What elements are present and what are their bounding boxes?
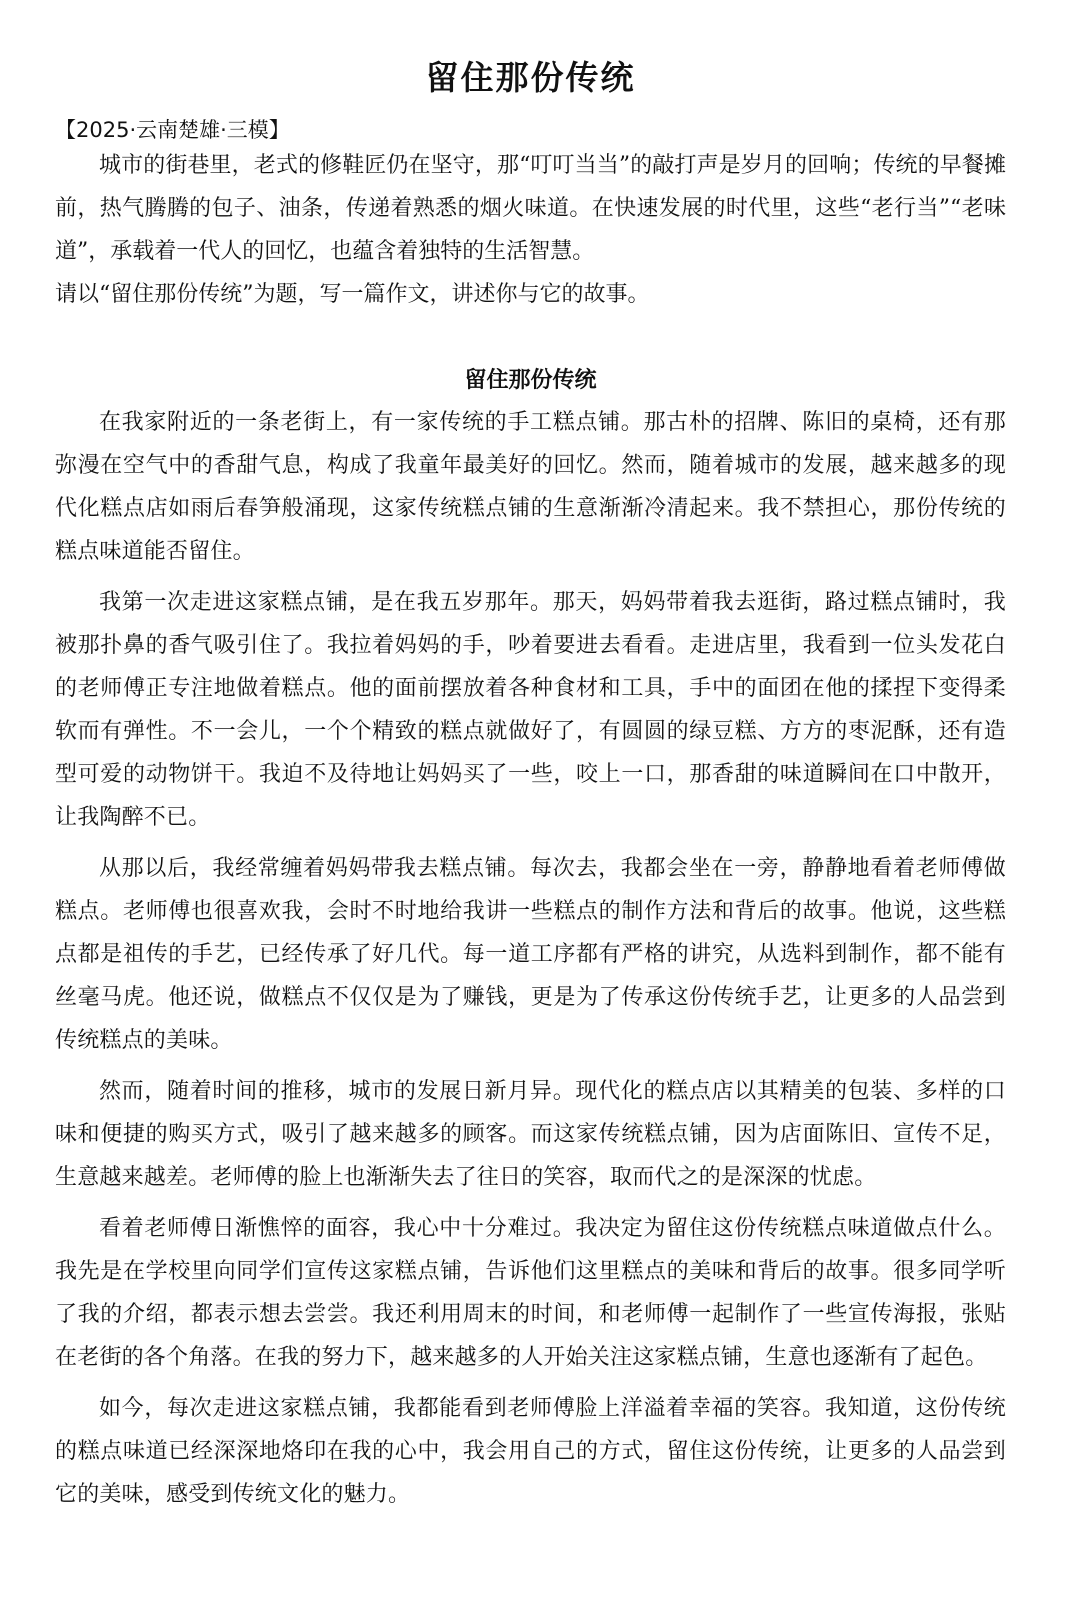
essay-paragraph: 我第一次走进这家糕点铺，是在我五岁那年。那天，妈妈带着我去逛街，路过糕点铺时，我被那扑鼻的香气吸引住了。我拉着妈妈的手，吵着要进去看看。走进店里，我看到一位头发花白的老师傅正专注地做着糕点。他的面前摆放着各种食材和工具，手中的面团在他的揉捏下变得柔软而有弹性。不一会儿，一个个精致的糕点就做好了，有圆圆的绿豆糕、方方的枣泥酥，还有造型可爱的动物饼干。我迫不及待地让妈妈买了一些，咬上一口，那香甜的味道瞬间在口中散开，让我陶醉不已。 xyxy=(55,590,1006,830)
prompt-task: 请以“留住那份传统”为题，写一篇作文，讲述你与它的故事。 xyxy=(55,282,650,307)
essay-paragraph: 然而，随着时间的推移，城市的发展日新月异。现代化的糕点店以其精美的包装、多样的口味和便捷的购买方式，吸引了越来越多的顾客。而这家传统糕点铺，因为店面陈旧、宣传不足，生意越来越差。老师傅的脸上也渐渐失去了往日的笑容，取而代之的是深深的忧虑。 xyxy=(55,1079,1006,1190)
exam-source-label: 【2025·云南楚雄·三模】 xyxy=(55,118,290,142)
essay-paragraph: 在我家附近的一条老街上，有一家传统的手工糕点铺。那古朴的招牌、陈旧的桌椅，还有那弥漫在空气中的香甜气息，构成了我童年最美好的回忆。然而，随着城市的发展，越来越多的现代化糕点店如雨后春笋般涌现，这家传统糕点铺的生意渐渐冷清起来。我不禁担心，那份传统的糕点味道能否留住。 xyxy=(55,410,1006,564)
prompt-block xyxy=(55,144,1006,316)
essay-body xyxy=(55,401,1006,1516)
essay-paragraph: 如今，每次走进这家糕点铺，我都能看到老师傅脸上洋溢着幸福的笑容。我知道，这份传统的糕点味道已经深深地烙印在我的心中，我会用自己的方式，留住这份传统，让更多的人品尝到它的美味，感受到传统文化的魅力。 xyxy=(55,1396,1006,1507)
prompt-material: 城市的街巷里，老式的修鞋匠仍在坚守，那“叮叮当当”的敲打声是岁月的回响；传统的早餐摊前，热气腾腾的包子、油条，传递着熟悉的烟火味道。在快速发展的时代里，这些“老行当”“老味道”，承载着一代人的回忆，也蕴含着独特的生活智慧。 xyxy=(55,153,1006,264)
essay-paragraph: 看着老师傅日渐憔悴的面容，我心中十分难过。我决定为留住这份传统糕点味道做点什么。我先是在学校里向同学们宣传这家糕点铺，告诉他们这里糕点的美味和背后的故事。很多同学听了我的介绍，都表示想去尝尝。我还利用周末的时间，和老师傅一起制作了一些宣传海报，张贴在老街的各个角落。在我的努力下，越来越多的人开始关注这家糕点铺，生意也逐渐有了起色。 xyxy=(55,1216,1006,1370)
essay-paragraph: 从那以后，我经常缠着妈妈带我去糕点铺。每次去，我都会坐在一旁，静静地看着老师傅做糕点。老师傅也很喜欢我，会时不时地给我讲一些糕点的制作方法和背后的故事。他说，这些糕点都是祖传的手艺，已经传承了好几代。每一道工序都有严格的讲究，从选料到制作，都不能有丝毫马虎。他还说，做糕点不仅仅是为了赚钱，更是为了传承这份传统手艺，让更多的人品尝到传统糕点的美味。 xyxy=(55,856,1006,1053)
page-title: 留住那份传统 xyxy=(425,58,636,97)
essay-title: 留住那份传统 xyxy=(464,367,597,393)
